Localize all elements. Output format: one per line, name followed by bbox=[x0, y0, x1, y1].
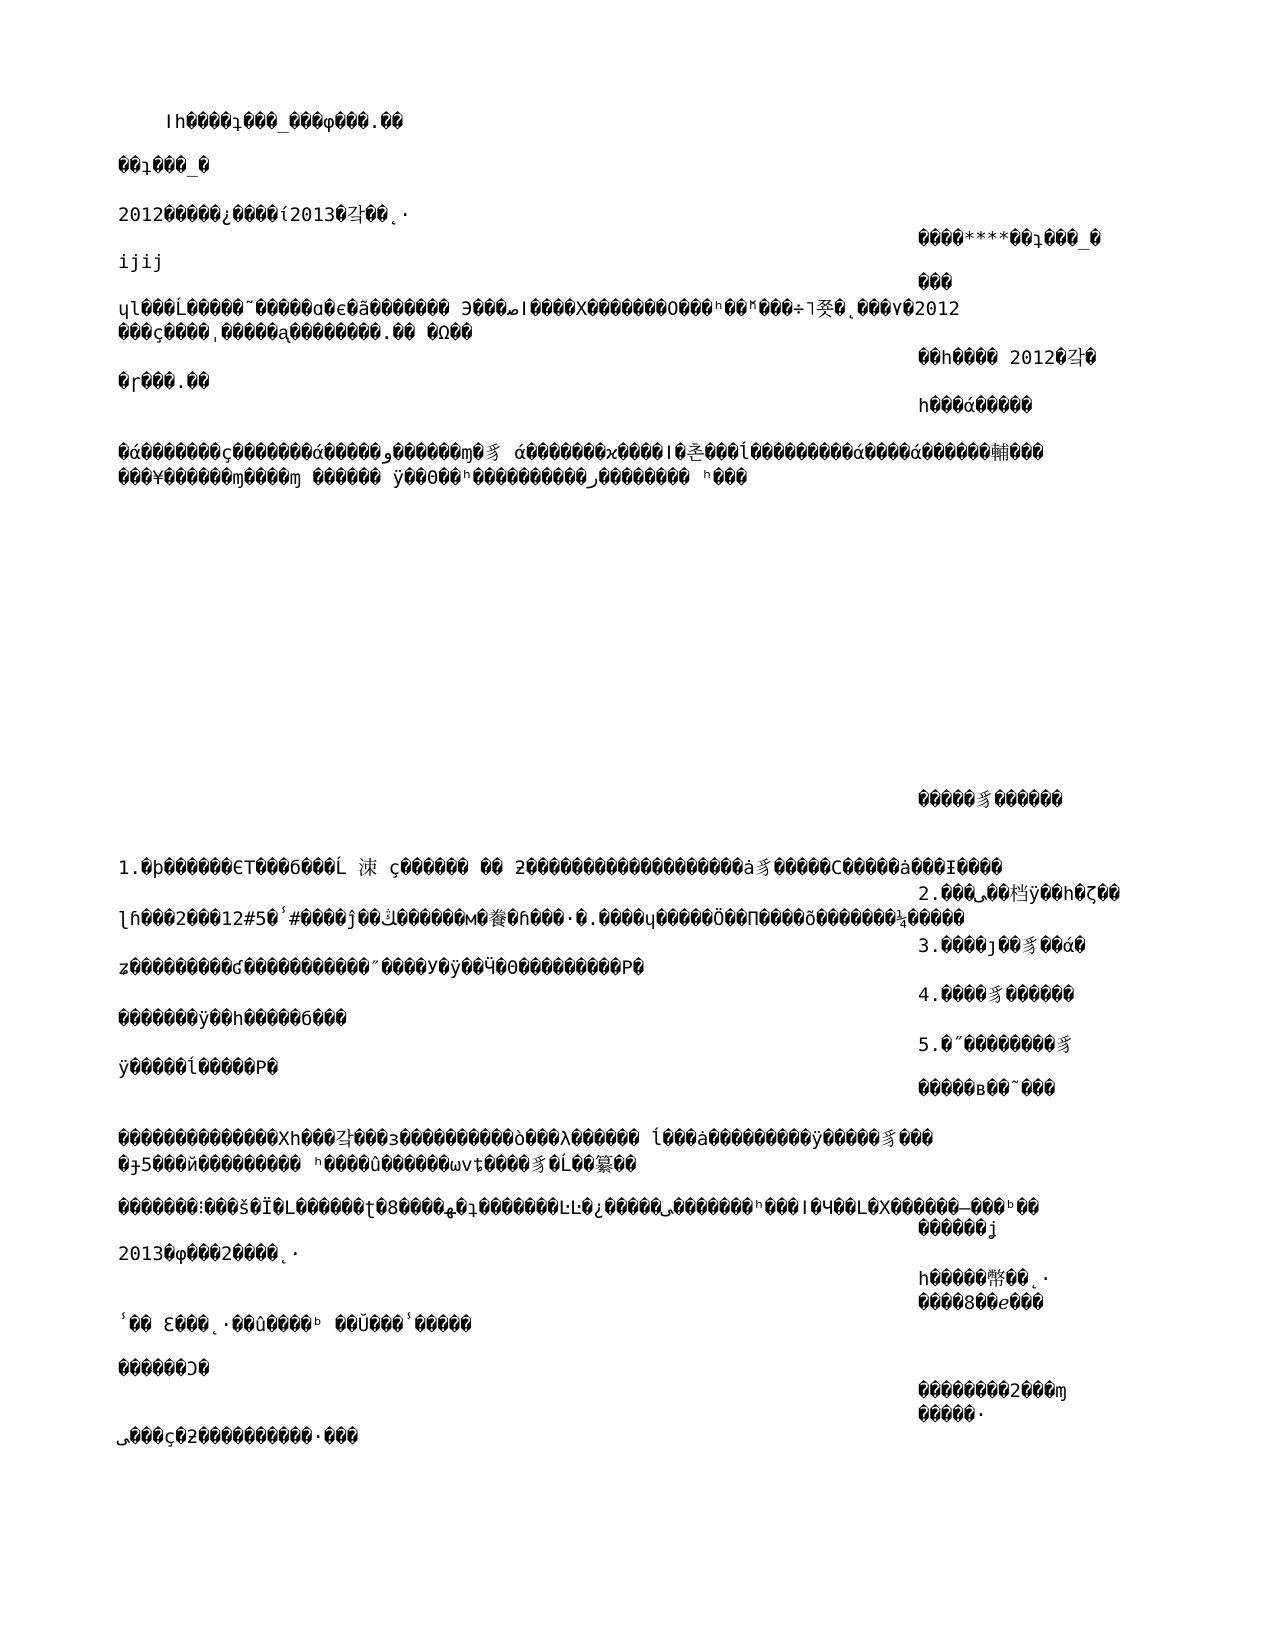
right-line: ��� bbox=[918, 272, 953, 294]
right-line: 2.���ﯽ��档ÿ��h�ζ�� bbox=[918, 883, 1121, 905]
right-line: 5.�˝��������豸 bbox=[918, 1034, 1075, 1056]
left-line: ��������������Χh���갘���з����������ò���λ������ ĺ���ȧ���������ÿ�����豸��� bbox=[118, 1128, 934, 1150]
left-line: ijij bbox=[118, 251, 164, 273]
left-line: ������Ɔ� bbox=[118, 1358, 210, 1380]
right-line: 4.����豸������ bbox=[918, 984, 1075, 1006]
left-line: �ɼ���.�� bbox=[118, 371, 210, 393]
left-line: ���ç����ˌ�����ᶏ��������.�� �Ω�� bbox=[118, 322, 473, 344]
right-line: ��h���� 2012�갘� bbox=[918, 347, 1097, 369]
left-line: 2012�����¿����ί2013�갘��˛· bbox=[118, 204, 411, 226]
left-line: �������⁝���š�Ϊ�L������ʈ�8����ﻬ�ʇ�������ĿĿ�¿�����ﯽ�������ʰ���ǀ�Ч��L�Χ������‒���ᵇ�� bbox=[118, 1197, 1040, 1219]
left-line: 1.�þ������ЄΤ���б���Ĺ 洓 ç������ �� ƻ�������������������ȧ豸�����С�����ȧ���Ɨ���� bbox=[118, 857, 1003, 879]
left-line: 2013�φ���2����˛· bbox=[118, 1243, 302, 1265]
right-line: �����в��˜��� bbox=[918, 1078, 1056, 1100]
left-line: ��ʇ���_� bbox=[118, 155, 210, 177]
right-line: �����· bbox=[918, 1404, 987, 1426]
left-line: ÿ�����ĺ�����Ρ� bbox=[118, 1057, 279, 1079]
left-line: �������ÿ��h�����б��� bbox=[118, 1008, 347, 1030]
right-line: �����豸������ bbox=[918, 789, 1063, 811]
left-line: �ά�������ç�������ά�����ﻭ������ɱ�豸 ά�������ϰ����ǀ�촌���ĺ���������ά����ά������輔��� bbox=[118, 442, 1044, 464]
right-line: ��������2���ɱ bbox=[918, 1380, 1067, 1402]
left-line: �ɟ5���й��������� ʰ����û������ωvȶ����豸�Ĺ��纂�� bbox=[118, 1154, 637, 1176]
right-line: h���ά����� bbox=[918, 395, 1033, 417]
document-title-line: ǀh����ʇ���_���φ���.�� bbox=[163, 111, 404, 133]
right-line: h�����幣��˛· bbox=[918, 1268, 1052, 1290]
right-line: ����****��ʇ���_� bbox=[918, 228, 1102, 250]
right-line: 3.����ȷ��豸��ά� bbox=[918, 935, 1086, 957]
left-line: ���¥������ɱ����ɱ ������ ÿ��Θ��ʰ����������ﺭ�������� ʰ��� bbox=[118, 467, 748, 489]
left-line: ʑ���������ʛ�����������″����У�ÿ��Ӵ�Θ���������Ρ� bbox=[118, 957, 645, 979]
right-line: ������ʝ bbox=[918, 1218, 999, 1240]
left-line: ⸯ�� Ɛ���˛·��û����ᵇ ��Ŭ���ⸯ����� bbox=[118, 1314, 472, 1336]
right-line: ����8��ℯ��� bbox=[918, 1292, 1044, 1314]
left-line: ﯽ���ç�ƻ����������·��� bbox=[118, 1426, 359, 1448]
left-line: ɥl���Ĺ�����˜�����ɑ�є�ã������� Э���ﺻǀ����Χ�������Ο���ʰ��̆ʰ���÷˥쬿�˛���۷�2012 bbox=[118, 298, 960, 320]
left-line: ɭɦ���2���12#5�ⸯ#����ĵ��ﯔ������м�餋�ɦ���·�.����ɥ�����Ö��Π����õ�������¼����� bbox=[118, 908, 965, 930]
